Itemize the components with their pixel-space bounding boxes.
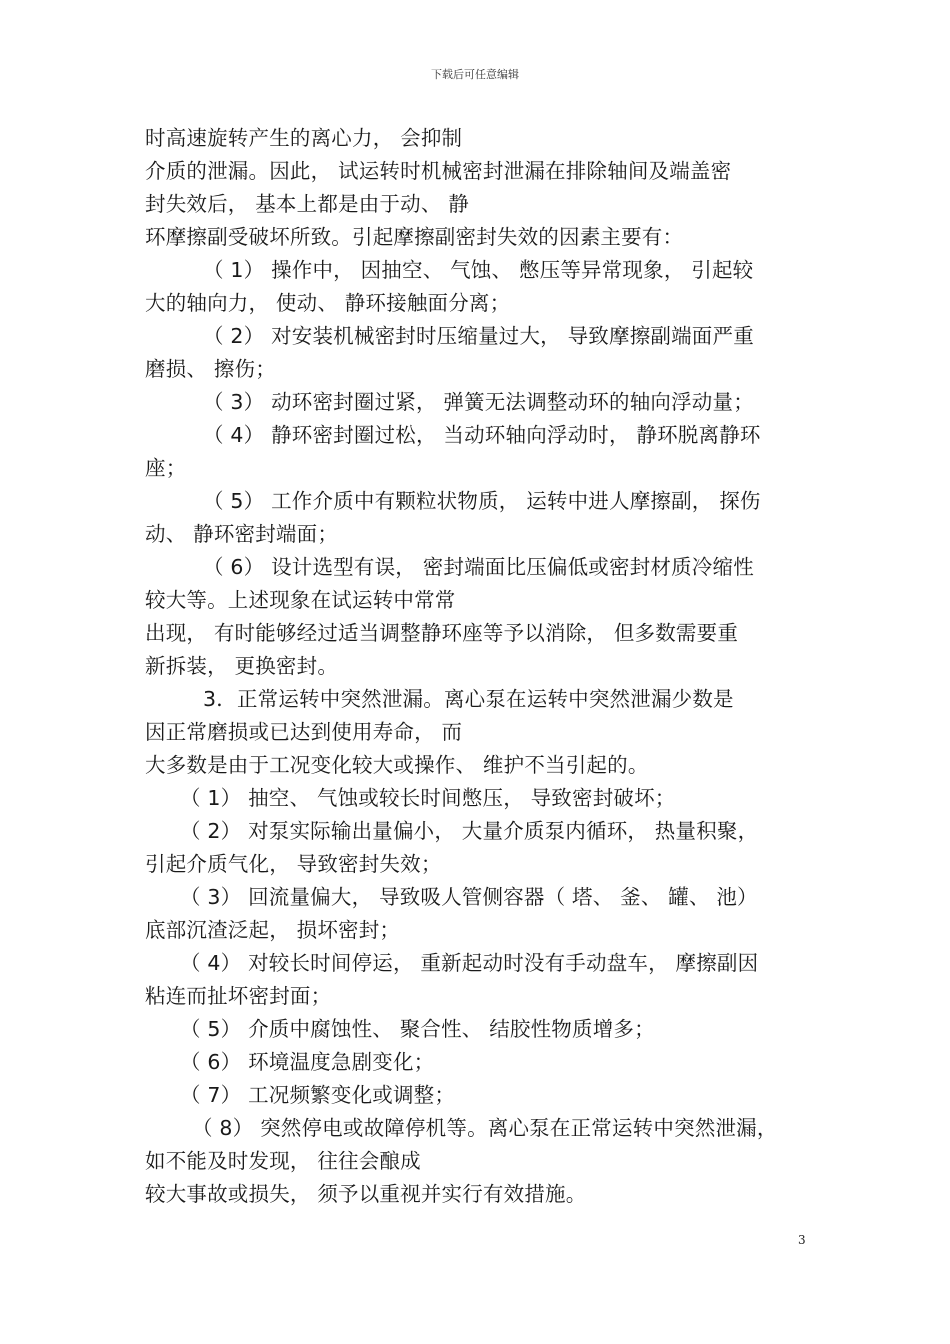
text-line: （ 8） 突然停电或故障停机等。离心泵在正常运转中突然泄漏， [192, 1116, 778, 1140]
text-line: 介质的泄漏。因此， 试运转时机械密封泄漏在排除轴间及端盖密 [145, 159, 732, 183]
page-number: 3 [798, 1233, 806, 1247]
text-line: 动、 静环密封端面； [145, 522, 339, 546]
text-line: 新拆装， 更换密封。 [145, 654, 339, 678]
text-line: 因正常磨损或已达到使用寿命， 而 [145, 720, 463, 744]
text-line: 3．正常运转中突然泄漏。离心泵在运转中突然泄漏少数是 [203, 687, 734, 711]
text-line: （ 5） 工作介质中有颗粒状物质， 运转中进人摩擦副， 探伤 [203, 489, 761, 513]
text-line: 引起介质气化， 导致密封失效； [145, 852, 442, 876]
text-line: 时高速旋转产生的离心力， 会抑制 [145, 126, 463, 150]
text-line: （ 6） 环境温度急剧变化； [180, 1050, 435, 1074]
text-line: （ 6） 设计选型有误， 密封端面比压偏低或密封材质冷缩性 [203, 555, 754, 579]
text-line: （ 2） 对安装机械密封时压缩量过大， 导致摩擦副端面严重 [203, 324, 754, 348]
text-line: 如不能及时发现， 往往会酿成 [145, 1149, 421, 1173]
text-line: 大的轴向力， 使动、 静环接触面分离； [145, 291, 511, 315]
text-line: 磨损、 擦伤； [145, 357, 276, 381]
text-line: （ 1） 操作中， 因抽空、 气蚀、 憋压等异常现象， 引起较 [203, 258, 754, 282]
text-line: 座； [145, 456, 187, 480]
text-line: 环摩擦副受破坏所致。引起摩擦副密封失效的因素主要有： [145, 225, 684, 249]
text-line: 出现， 有时能够经过适当调整静环座等予以消除， 但多数需要重 [145, 621, 739, 645]
text-line: （ 4） 对较长时间停运， 重新起动时没有手动盘车， 摩擦副因 [180, 951, 759, 975]
text-line: 较大等。上述现象在试运转中常常 [145, 588, 456, 612]
page-header: 下载后可任意编辑 [431, 68, 519, 81]
text-line: （ 1） 抽空、 气蚀或较长时间憋压， 导致密封破坏； [180, 786, 676, 810]
text-line: （ 4） 静环密封圈过松， 当动环轴向浮动时， 静环脱离静环 [203, 423, 761, 447]
text-line: 粘连而扯坏密封面； [145, 984, 332, 1008]
text-line: （ 3） 回流量偏大， 导致吸人管侧容器（ 塔、 釜、 罐、 池） [180, 885, 758, 909]
text-line: 大多数是由于工况变化较大或操作、 维护不当引起的。 [145, 753, 649, 777]
text-line: （ 2） 对泵实际输出量偏小， 大量介质泵内循环， 热量积聚， [180, 819, 759, 843]
text-line: 较大事故或损失， 须予以重视并实行有效措施。 [145, 1182, 587, 1206]
text-line: （ 7） 工况频繁变化或调整； [180, 1083, 456, 1107]
text-line: 封失效后， 基本上都是由于动、 静 [145, 192, 469, 216]
text-line: （ 5） 介质中腐蚀性、 聚合性、 结胶性物质增多； [180, 1017, 655, 1041]
text-line: （ 3） 动环密封圈过紧， 弹簧无法调整动环的轴向浮动量； [203, 390, 754, 414]
text-line: 底部沉渣泛起， 损坏密封； [145, 918, 401, 942]
